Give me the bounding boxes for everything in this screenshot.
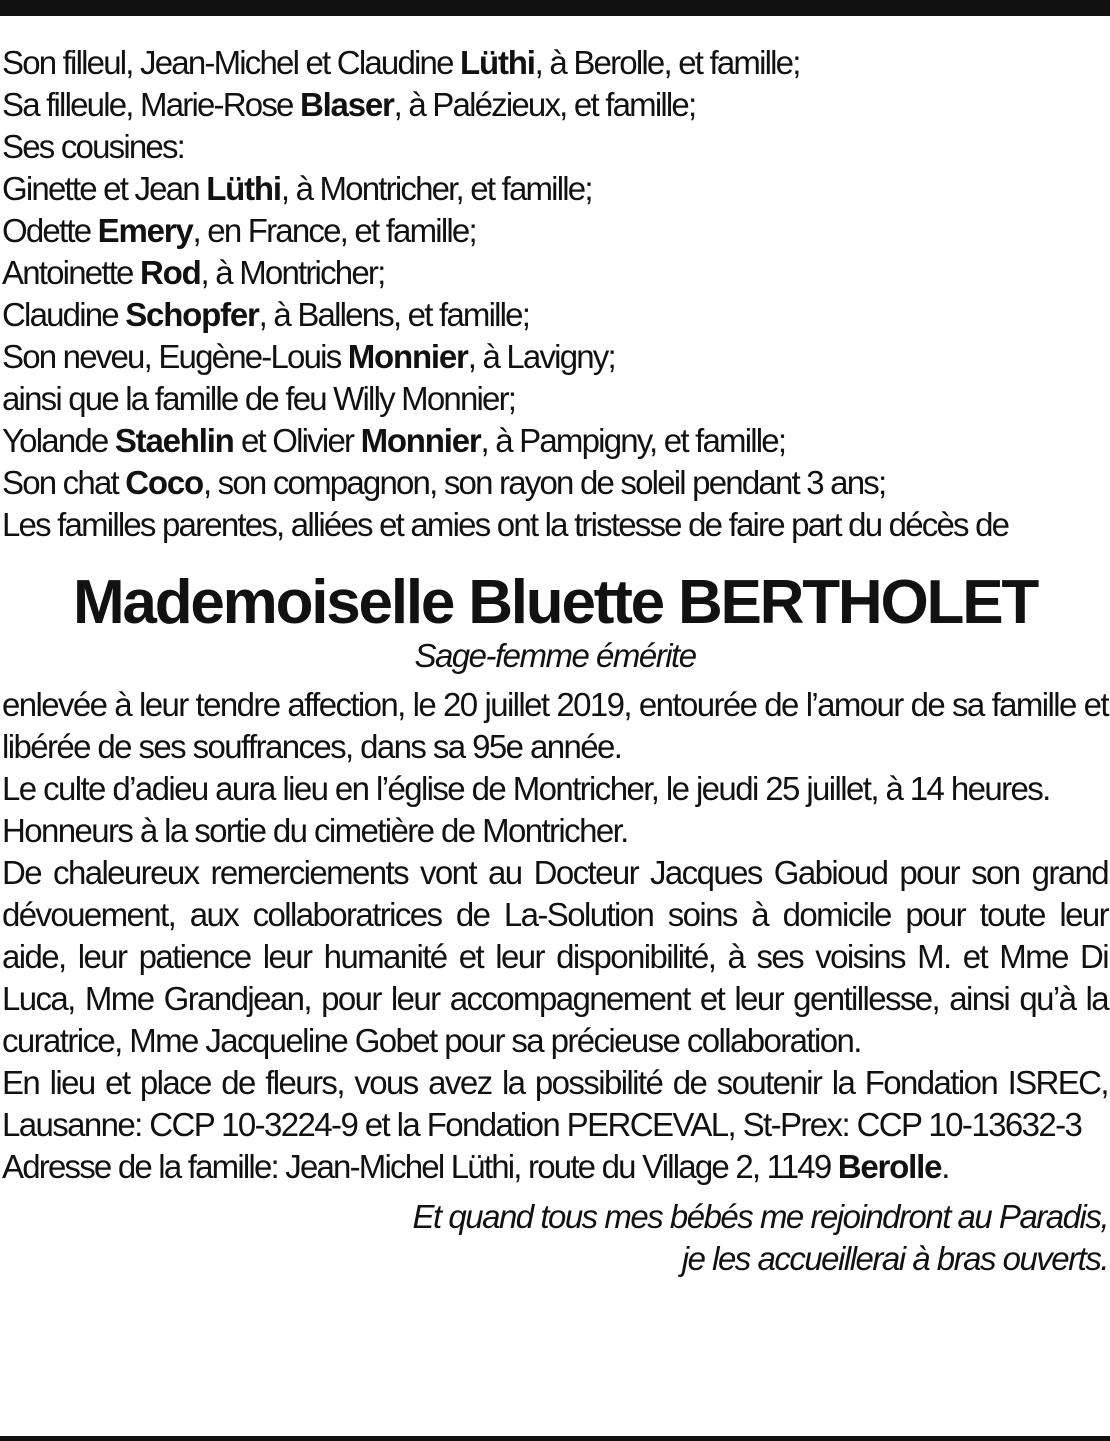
address-place: Berolle bbox=[837, 1148, 942, 1185]
top-rule bbox=[0, 0, 1110, 16]
family-line-text: Yolande bbox=[2, 422, 115, 459]
family-surname: Staehlin bbox=[114, 422, 234, 459]
family-line-text: Son filleul, Jean-Michel et Claudine bbox=[2, 44, 461, 81]
family-line-text: , à Montricher, et famille; bbox=[280, 170, 592, 207]
family-line bbox=[2, 294, 1108, 336]
closing-quote bbox=[2, 1196, 1108, 1280]
service-paragraph: Le culte d’adieu aura lieu en l’église de Montricher, le jeudi 25 juillet, à 14 heures. bbox=[2, 770, 1050, 807]
family-line-text: , en France, et famille; bbox=[192, 212, 476, 249]
family-line bbox=[2, 210, 1108, 252]
family-line-text: , à Lavigny; bbox=[467, 338, 615, 375]
deceased-title: Sage-femme émérite bbox=[414, 637, 696, 674]
family-surname: Monnier bbox=[347, 338, 468, 375]
family-line bbox=[2, 168, 1108, 210]
family-surname: Rod bbox=[139, 254, 201, 291]
pet-line-text: Son chat bbox=[2, 464, 126, 501]
family-line-text: Ses cousines: bbox=[2, 128, 185, 165]
family-surname: Emery bbox=[97, 212, 193, 249]
donations-paragraph: En lieu et place de fleurs, vous avez la possibilité de soutenir la Fondation ISREC, Lausanne: CCP 10-3224-9 et la Fondation PERCEVAL, St-Prex: CCP 10-13632-3 bbox=[2, 1064, 1108, 1143]
family-line bbox=[2, 378, 1108, 420]
address-text: Adresse de la famille: Jean-Michel Lüthi, route du Village 2, 1149 bbox=[2, 1148, 838, 1185]
family-line bbox=[2, 420, 1108, 462]
family-line bbox=[2, 126, 1108, 168]
family-line-text: , à Ballens, et famille; bbox=[258, 296, 530, 333]
family-line-text: Son neveu, Eugène-Louis bbox=[2, 338, 348, 375]
family-line-text: Sa filleule, Marie-Rose bbox=[2, 86, 300, 123]
quote-line: Et quand tous mes bébés me rejoindront au Paradis, bbox=[412, 1198, 1108, 1235]
family-line-text: Ginette et Jean bbox=[2, 170, 207, 207]
family-line-text: et Olivier bbox=[233, 422, 361, 459]
family-surname: Schopfer bbox=[125, 296, 259, 333]
family-surname: Lüthi bbox=[460, 44, 535, 81]
honours-paragraph: Honneurs à la sortie du cimetière de Montricher. bbox=[2, 812, 628, 849]
family-line bbox=[2, 252, 1108, 294]
pet-name: Coco bbox=[125, 464, 203, 501]
thanks-paragraph: De chaleureux remerciements vont au Docteur Jacques Gabioud pour son grand dévouement, aux collaboratrices de La-Solution soins à domicile pour toute leur aide, leur patience leur humanité et leur disponibilité, à ses voisins M. et Mme Di Luca, Mme Grandjean, pour leur accompagnement et leur gentillesse, ainsi qu’à la curatrice, Mme Jacqueline Gobet pour sa précieuse collaboration. bbox=[2, 854, 1108, 1059]
family-line-text: , à Montricher; bbox=[200, 254, 385, 291]
family-surname: Monnier bbox=[360, 422, 481, 459]
family-line-text: Antoinette bbox=[2, 254, 140, 291]
family-line bbox=[2, 336, 1108, 378]
quote-line: je les accueillerai à bras ouverts. bbox=[681, 1240, 1108, 1277]
family-surname: Blaser bbox=[299, 86, 394, 123]
pet-line-text: , son compagnon, son rayon de soleil pendant 3 ans; bbox=[202, 464, 886, 501]
obituary-notice bbox=[2, 42, 1108, 1280]
family-line bbox=[2, 42, 1108, 84]
family-address bbox=[2, 1146, 1108, 1188]
family-line-text: , à Palézieux, et famille; bbox=[393, 86, 696, 123]
family-line-text: ainsi que la famille de feu Willy Monnier; bbox=[2, 380, 516, 417]
announcement-line: Les familles parentes, alliées et amies ont la tristesse de faire part du décès de bbox=[2, 506, 1009, 543]
death-paragraph: enlevée à leur tendre affection, le 20 juillet 2019, entourée de l’amour de sa famille et libérée de ses souffrances, dans sa 95e année. bbox=[2, 686, 1108, 765]
family-line-text: , à Berolle, et famille; bbox=[534, 44, 800, 81]
deceased-name: Mademoiselle Bluette BERTHOLET bbox=[72, 568, 1038, 637]
bottom-rule bbox=[0, 1436, 1110, 1441]
family-line bbox=[2, 84, 1108, 126]
family-line-text: Odette bbox=[2, 212, 98, 249]
address-text: . bbox=[941, 1148, 949, 1185]
family-surname: Lüthi bbox=[206, 170, 281, 207]
family-line-text: Claudine bbox=[2, 296, 126, 333]
pet-line bbox=[2, 462, 1108, 504]
family-line-text: , à Pampigny, et famille; bbox=[480, 422, 786, 459]
